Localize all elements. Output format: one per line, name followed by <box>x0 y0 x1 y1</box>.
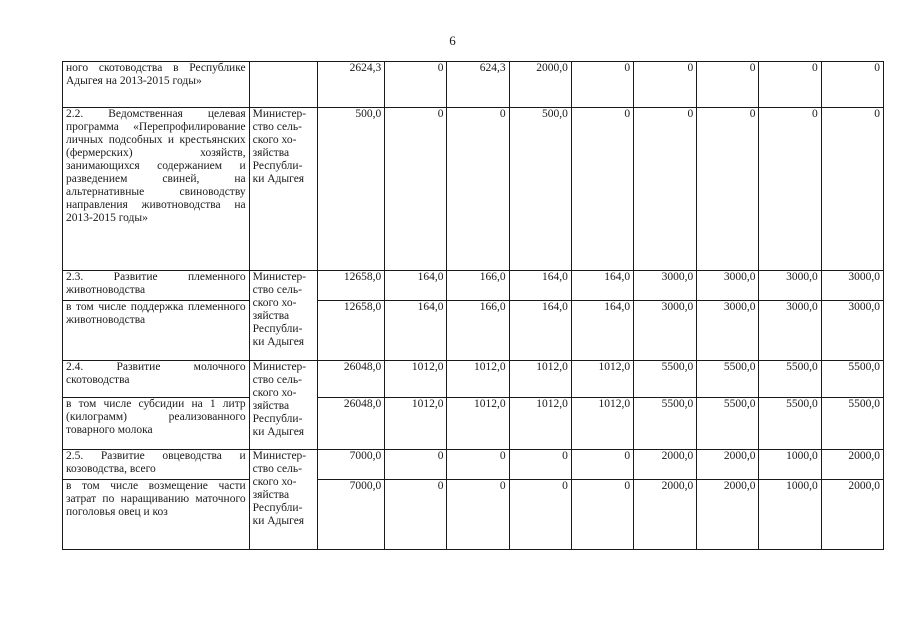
value-cell: 1012,0 <box>509 361 571 398</box>
executor-cell: Министер- ство сель- ского хо- зяйства Республи- ки Адыгея <box>249 108 317 271</box>
value-cell: 0 <box>634 62 697 108</box>
value-cell: 3000,0 <box>697 301 759 361</box>
value-cell: 164,0 <box>509 301 571 361</box>
value-cell: 0 <box>759 108 821 271</box>
value-cell: 0 <box>385 480 447 550</box>
value-cell: 0 <box>385 62 447 108</box>
value-cell: 2000,0 <box>821 450 883 480</box>
value-cell: 164,0 <box>571 301 633 361</box>
measure-description: в том числе субсидии на 1 литр (килограмм) реализованного товарного молока <box>63 398 250 450</box>
value-cell: 1012,0 <box>447 398 509 450</box>
table-row <box>63 361 884 398</box>
measure-description: в том числе возмещение части затрат по наращиванию маточного поголовья овец и коз <box>63 480 250 550</box>
value-cell: 0 <box>821 108 883 271</box>
value-cell: 0 <box>447 450 509 480</box>
value-cell: 5500,0 <box>634 398 697 450</box>
value-cell: 0 <box>821 62 883 108</box>
value-cell: 1012,0 <box>509 398 571 450</box>
value-cell: 0 <box>385 450 447 480</box>
value-cell: 164,0 <box>571 271 633 301</box>
table-row <box>63 62 884 108</box>
value-cell: 0 <box>697 108 759 271</box>
value-cell: 1012,0 <box>447 361 509 398</box>
value-cell: 5500,0 <box>821 398 883 450</box>
value-cell: 1012,0 <box>385 398 447 450</box>
value-cell: 0 <box>697 62 759 108</box>
value-cell: 166,0 <box>447 301 509 361</box>
value-cell: 3000,0 <box>821 271 883 301</box>
executor-cell: Министер- ство сель- ского хо- зяйства Республи- ки Адыгея <box>249 450 317 550</box>
value-cell: 1012,0 <box>385 361 447 398</box>
value-cell: 1000,0 <box>759 450 821 480</box>
value-cell: 0 <box>509 480 571 550</box>
value-cell: 0 <box>571 480 633 550</box>
value-cell: 500,0 <box>509 108 571 271</box>
value-cell: 1012,0 <box>571 398 633 450</box>
table-row <box>63 480 884 550</box>
value-cell: 0 <box>634 108 697 271</box>
value-cell: 2000,0 <box>634 450 697 480</box>
value-cell: 3000,0 <box>821 301 883 361</box>
measure-description: ного скотоводства в Республике Адыгея на 2013-2015 годы» <box>63 62 250 108</box>
value-cell: 1012,0 <box>571 361 633 398</box>
value-cell: 12658,0 <box>317 271 384 301</box>
value-cell: 166,0 <box>447 271 509 301</box>
value-cell: 5500,0 <box>634 361 697 398</box>
value-cell: 164,0 <box>509 271 571 301</box>
value-cell: 2000,0 <box>697 480 759 550</box>
executor-cell: Министер- ство сель- ского хо- зяйства Республи- ки Адыгея <box>249 361 317 450</box>
measure-description: 2.5. Развитие овцеводства и козоводства, всего <box>63 450 250 480</box>
value-cell: 5500,0 <box>759 361 821 398</box>
value-cell: 0 <box>447 108 509 271</box>
value-cell: 1000,0 <box>759 480 821 550</box>
value-cell: 7000,0 <box>317 480 384 550</box>
value-cell: 0 <box>571 108 633 271</box>
table-row <box>63 398 884 450</box>
measure-description: 2.3. Развитие племенного животноводства <box>63 271 250 301</box>
executor-cell <box>249 62 317 108</box>
table-row <box>63 301 884 361</box>
value-cell: 0 <box>447 480 509 550</box>
value-cell: 0 <box>571 450 633 480</box>
value-cell: 3000,0 <box>697 271 759 301</box>
page-number: 6 <box>449 33 456 48</box>
value-cell: 5500,0 <box>759 398 821 450</box>
value-cell: 3000,0 <box>759 301 821 361</box>
value-cell: 2000,0 <box>697 450 759 480</box>
value-cell: 2000,0 <box>634 480 697 550</box>
value-cell: 0 <box>509 450 571 480</box>
value-cell: 0 <box>571 62 633 108</box>
value-cell: 164,0 <box>385 271 447 301</box>
value-cell: 0 <box>385 108 447 271</box>
value-cell: 500,0 <box>317 108 384 271</box>
measure-description: 2.2. Ведомственная целевая программа «Перепрофилирование личных подсобных и крестьянских (фермерских) хозяйств, занимающихся содержанием и разведением свиней, на альтернативные свиноводству направления животноводства на 2013-2015 годы» <box>63 108 250 271</box>
value-cell: 5500,0 <box>697 361 759 398</box>
value-cell: 5500,0 <box>697 398 759 450</box>
value-cell: 26048,0 <box>317 398 384 450</box>
value-cell: 624,3 <box>447 62 509 108</box>
value-cell: 3000,0 <box>634 271 697 301</box>
value-cell: 164,0 <box>385 301 447 361</box>
value-cell: 2000,0 <box>509 62 571 108</box>
executor-cell: Министер- ство сель- ского хо- зяйства Республи- ки Адыгея <box>249 271 317 361</box>
table-row <box>63 108 884 271</box>
budget-table <box>62 61 884 550</box>
table-row <box>63 450 884 480</box>
value-cell: 0 <box>759 62 821 108</box>
value-cell: 2624,3 <box>317 62 384 108</box>
value-cell: 3000,0 <box>634 301 697 361</box>
value-cell: 12658,0 <box>317 301 384 361</box>
measure-description: в том числе поддержка племенного животноводства <box>63 301 250 361</box>
value-cell: 7000,0 <box>317 450 384 480</box>
table-row <box>63 271 884 301</box>
value-cell: 5500,0 <box>821 361 883 398</box>
value-cell: 26048,0 <box>317 361 384 398</box>
value-cell: 2000,0 <box>821 480 883 550</box>
measure-description: 2.4. Развитие молочного скотоводства <box>63 361 250 398</box>
value-cell: 3000,0 <box>759 271 821 301</box>
